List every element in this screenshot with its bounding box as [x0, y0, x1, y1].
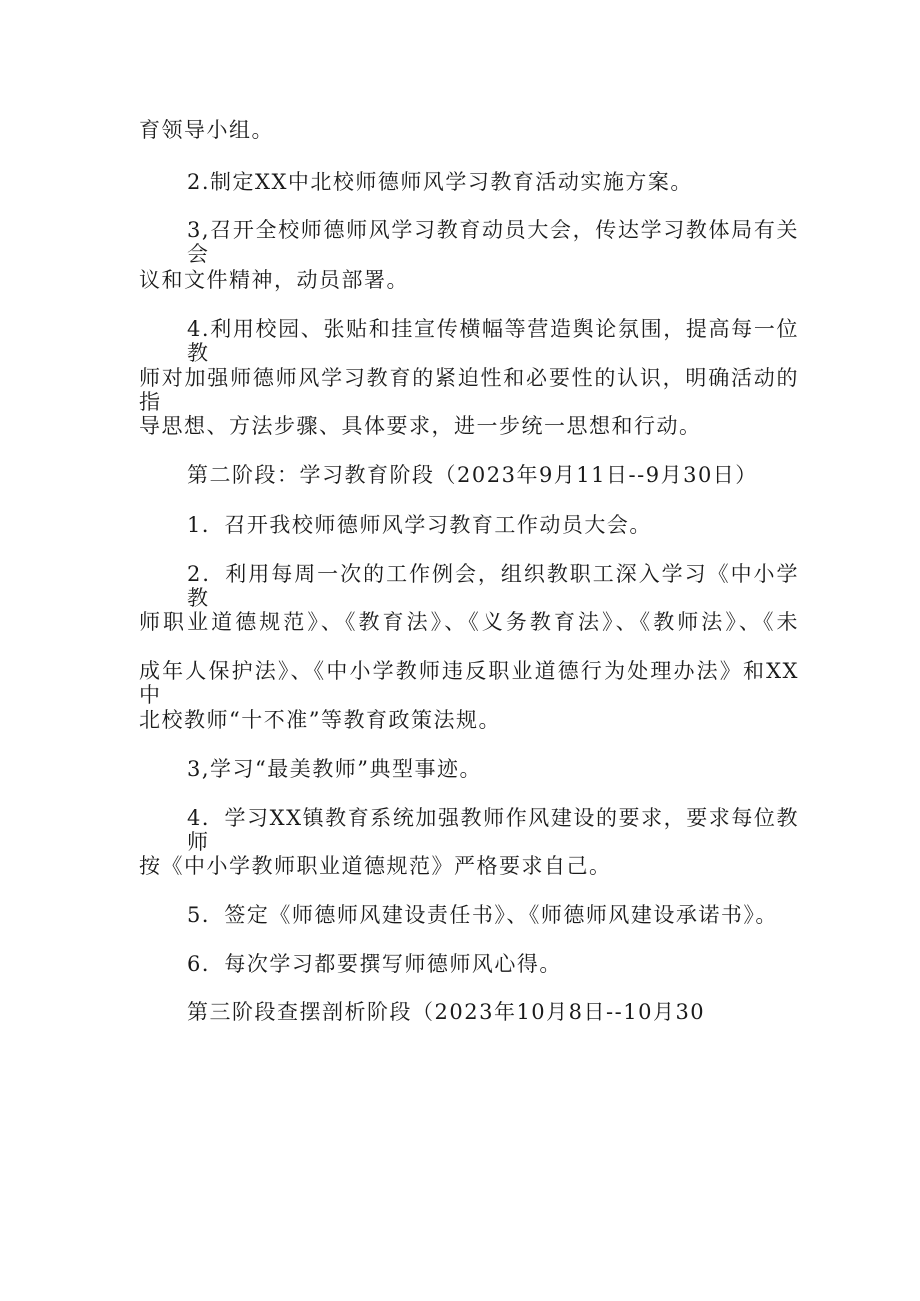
text-line: 师职业道德规范》、《教育法》、《义务教育法》、《教师法》、《未 — [139, 610, 799, 634]
text-line: 导思想、方法步骤、具体要求，进一步统一思想和行动。 — [139, 414, 702, 438]
text-line: 第三阶段查摆剖析阶段（2023年10月8日--10月30 — [187, 1000, 706, 1024]
text-line: 4．学习XX镇教育系统加强教师作风建设的要求，要求每位教师 — [187, 806, 799, 854]
text-line: 北校教师“十不准”等教育政策法规。 — [139, 708, 501, 732]
text-line: 第二阶段：学习教育阶段（2023年9月11日--9月30日） — [187, 463, 758, 487]
text-line: 育领导小组。 — [139, 118, 274, 142]
text-line: 师对加强师德师风学习教育的紧迫性和必要性的认识，明确活动的指 — [139, 366, 799, 414]
text-line: 3,学习“最美教师”典型事迹。 — [187, 757, 483, 781]
text-line: 按《中小学教师职业道德规范》严格要求自己。 — [139, 854, 612, 878]
text-line: 成年人保护法》、《中小学教师违反职业道德行为处理办法》和XX中 — [139, 659, 799, 707]
text-line: 议和文件精神，动员部署。 — [139, 268, 409, 292]
text-line: 5．签定《师德师风建设责任书》、《师德师风建设承诺书》。 — [187, 903, 778, 927]
text-line: 3,召开全校师德师风学习教育动员大会，传达学习教体局有关会 — [187, 218, 799, 266]
text-line: 2．利用每周一次的工作例会，组织教职工深入学习《中小学教 — [187, 562, 799, 610]
text-line: 2.制定XX中北校师德师风学习教育活动实施方案。 — [187, 170, 693, 194]
text-line: 4.利用校园、张贴和挂宣传横幅等营造舆论氛围，提高每一位教 — [187, 317, 799, 365]
text-line: 1．召开我校师德师风学习教育工作动员大会。 — [187, 513, 652, 537]
text-line: 6．每次学习都要撰写师德师风心得。 — [187, 952, 562, 976]
